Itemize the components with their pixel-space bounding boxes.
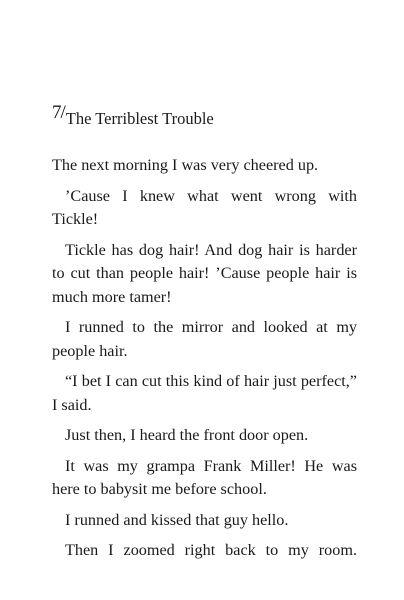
- chapter-number: 7: [52, 102, 62, 123]
- paragraph: ’Cause I knew what went wrong with Tickle!: [52, 186, 357, 228]
- paragraph: It was my grampa Frank Miller! He was here to babysit me before school.: [52, 456, 357, 498]
- paragraph: Just then, I heard the front door open.: [65, 426, 309, 444]
- paragraph: The next morning I was very cheered up.: [52, 156, 319, 174]
- chapter-heading: [52, 103, 214, 129]
- paragraph: I runned to the mirror and looked at my people hair.: [52, 318, 357, 360]
- paragraph: Tickle has dog hair! And dog hair is harder to cut than people hair! ’Cause people hair is much more tamer!: [52, 240, 357, 306]
- paragraph: I runned and kissed that guy hello.: [65, 510, 289, 529]
- book-page: [52, 0, 357, 600]
- chapter-slash: /: [60, 102, 66, 123]
- paragraph: “I bet I can cut this kind of hair just perfect,” I said.: [52, 372, 357, 414]
- paragraph: Then I zoomed right back to my room.: [65, 541, 357, 559]
- chapter-body: [52, 154, 357, 570]
- chapter-title: The Terriblest Trouble: [65, 109, 214, 128]
